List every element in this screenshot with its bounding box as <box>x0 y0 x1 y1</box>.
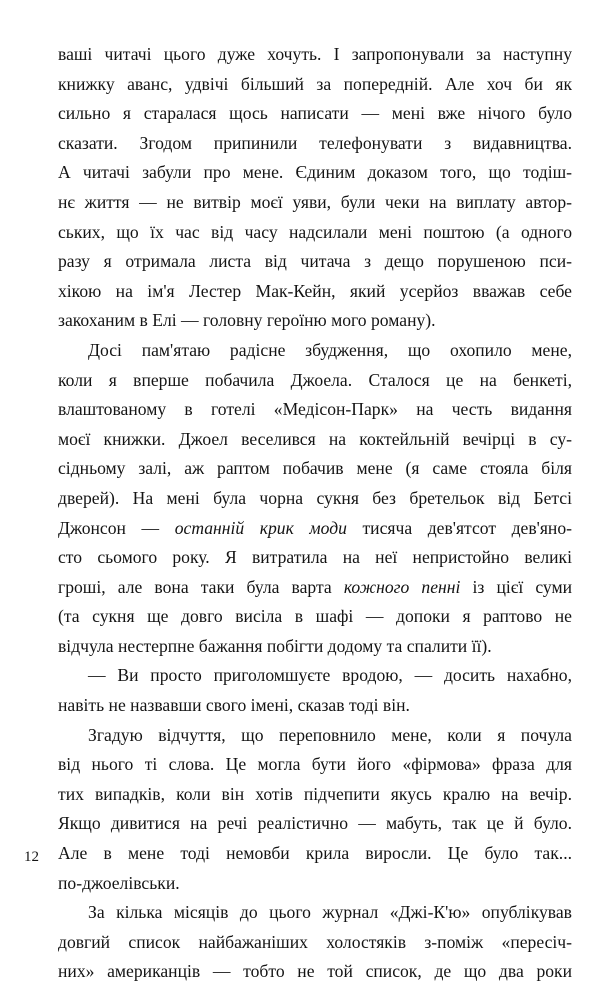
text-line: сто сьомого року. Я витратила на неї непристойно великі <box>58 547 572 568</box>
text-line: навіть не назвавши свого імені, сказав тоді він. <box>58 695 410 716</box>
text-line: Згадую відчуття, що переповнило мене, коли я почула <box>88 724 572 745</box>
text-line: відчула нестерпне бажання побігти додому та спалити її). <box>58 635 492 656</box>
text-line: хікою на ім'я Лестер Мак-Кейн, який усерйоз вважав себе <box>58 280 572 301</box>
text-line: сильно я старалася щось написати — мені вже нічого було <box>58 103 572 124</box>
text-line: дверей). На мені була чорна сукня без бретельок від Бетсі <box>58 487 572 508</box>
text-line: тих випадків, коли він хотів підчепити якусь кралю на вечір. <box>58 783 572 804</box>
text-line: За кілька місяців до цього журнал «Джі-К'ю» опублікував <box>88 902 572 923</box>
text-line: — Ви просто приголомшуєте вродою, — досить нахабно, <box>88 665 572 686</box>
text-line: ваші читачі цього дуже хочуть. І запропонували за наступну <box>58 44 572 64</box>
text-line: них» американців — тобто не той список, де що два роки <box>58 961 572 982</box>
text-line: коли я вперше побачила Джоела. Сталося це на бенкеті, <box>58 369 572 390</box>
text-line: нє життя — не витвір моєї уяви, були чеки на виплату автор- <box>58 191 572 212</box>
text-line: довгий список найбажаніших холостяків з-поміж «пересіч- <box>58 931 572 952</box>
text-line: сідньому залі, аж раптом побачив мене (я саме стояла біля <box>58 458 572 479</box>
text-line: закоханим в Елі — головну героїню мого роману). <box>58 310 436 331</box>
text-line: книжку аванс, удвічі більший за попередній. Але хоч би як <box>58 73 572 94</box>
text-line: А читачі забули про мене. Єдиним доказом того, що тодіш- <box>58 162 572 183</box>
text-line: (та сукня ще довго висіла в шафі — допоки я раптово не <box>58 606 572 627</box>
text-line: Але в мене тоді немовби крила виросли. Це було так... <box>58 843 572 864</box>
text-line: ських, що їх час від часу надсилали мені поштою (а одного <box>58 221 572 242</box>
text-line: разу я отримала листа від читача з дещо порушеною пси- <box>58 251 572 272</box>
text-line: моєї книжки. Джоел веселився на коктейльній вечірці в су- <box>58 428 572 449</box>
text-line: від нього ті слова. Це могла бути його «фірмова» фраза для <box>58 754 572 775</box>
text-line: влаштованому в готелі «Медісон-Парк» на честь видання <box>58 399 572 420</box>
text-line: гроші, але вона таки була варта кожного пенні із цієї суми <box>58 576 572 597</box>
text-line: Якщо дивитися на речі реалістично — мабуть, так це й було. <box>58 813 572 834</box>
text-line: по-джоелівськи. <box>58 872 180 893</box>
text-line: сказати. Згодом припинили телефонувати з видавництва. <box>58 132 572 153</box>
page-number: 12 <box>24 849 39 865</box>
italic-phrase: кожного пенні <box>343 576 461 597</box>
text-line: Досі пам'ятаю радісне збудження, що охопило мене, <box>88 339 572 360</box>
text-line: Джонсон — останній крик моди тисяча дев'ятсот дев'яно- <box>58 517 572 538</box>
page-body-text <box>58 40 572 987</box>
italic-phrase: останній крик моди <box>174 517 347 538</box>
